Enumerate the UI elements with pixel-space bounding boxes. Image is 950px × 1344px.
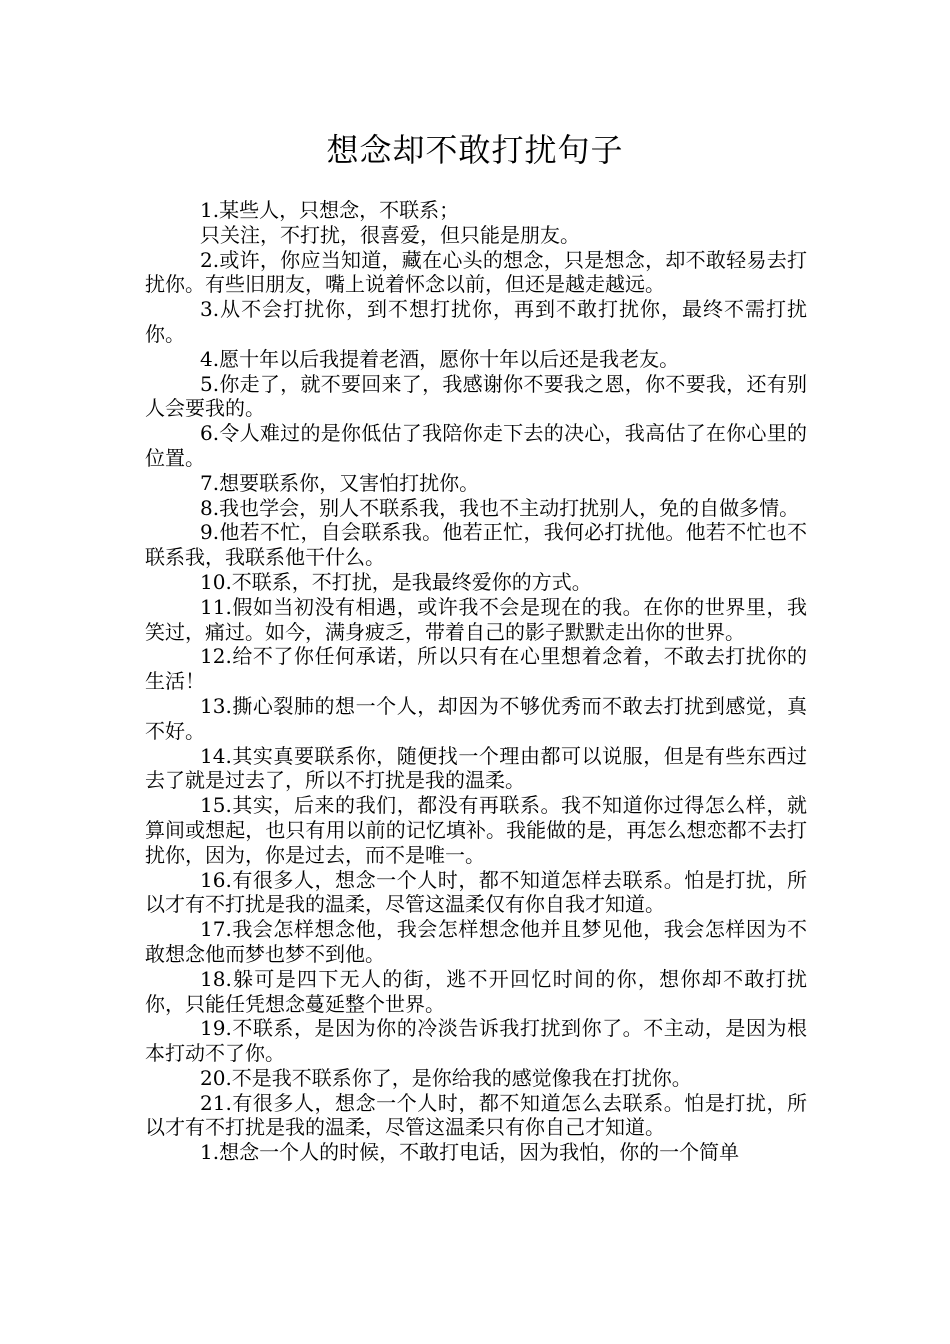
document-body — [145, 198, 807, 1165]
paragraph: 8.我也学会，别人不联系我，我也不主动打扰别人，免的自做多情。 — [200, 495, 800, 520]
paragraph: 只关注，不打扰，很喜爱，但只能是朋友。 — [200, 222, 580, 247]
paragraph: 15.其实，后来的我们，都没有再联系。我不知道你过得怎么样，就算间或想起，也只有用以前的记忆填补。我能做的是，再怎么想恋都不去打扰你，因为，你是过去，而不是唯一。 — [145, 793, 807, 867]
paragraph: 2.或许，你应当知道，藏在心头的想念，只是想念，却不敢轻易去打扰你。有些旧朋友，嘴上说着怀念以前，但还是越走越远。 — [145, 247, 807, 297]
paragraph: 20.不是我不联系你了，是你给我的感觉像我在打扰你。 — [200, 1065, 692, 1090]
paragraph: 21.有很多人，想念一个人时，都不知道怎么去联系。怕是打扰，所以才有不打扰是我的温柔，尽管这温柔只有你自己才知道。 — [145, 1090, 807, 1140]
document-title: 想念却不敢打扰句子 — [326, 131, 624, 169]
paragraph: 12.给不了你任何承诺，所以只有在心里想着念着，不敢去打扰你的生活！ — [145, 644, 807, 694]
paragraph: 9.他若不忙，自会联系我。他若正忙，我何必打扰他。他若不忙也不联系我，我联系他干什么。 — [145, 520, 807, 570]
paragraph: 4.愿十年以后我提着老酒，愿你十年以后还是我老友。 — [200, 346, 680, 371]
paragraph: 16.有很多人，想念一个人时，都不知道怎样去联系。怕是打扰，所以才有不打扰是我的温柔，尽管这温柔仅有你自我才知道。 — [145, 867, 807, 917]
paragraph: 7.想要联系你，又害怕打扰你。 — [200, 470, 480, 495]
paragraph: 3.从不会打扰你，到不想打扰你，再到不敢打扰你，最终不需打扰你。 — [145, 297, 807, 346]
paragraph: 6.令人难过的是你低估了我陪你走下去的决心，我高估了在你心里的位置。 — [145, 421, 807, 470]
paragraph: 11.假如当初没有相遇，或许我不会是现在的我。在你的世界里，我笑过，痛过。如今，满身疲乏，带着自己的影子默默走出你的世界。 — [145, 594, 807, 644]
paragraph: 17.我会怎样想念他，我会怎样想念他并且梦见他，我会怎样因为不敢想念他而梦也梦不到他。 — [145, 917, 807, 966]
paragraph: 19.不联系，是因为你的冷淡告诉我打扰到你了。不主动，是因为根本打动不了你。 — [145, 1016, 807, 1066]
paragraph: 10.不联系，不打扰，是我最终爱你的方式。 — [200, 569, 592, 594]
paragraph: 1.想念一个人的时候，不敢打电话，因为我怕，你的一个简单 — [200, 1140, 740, 1165]
paragraph: 5.你走了，就不要回来了，我感谢你不要我之恩，你不要我，还有别人会要我的。 — [145, 371, 807, 421]
paragraph: 1.某些人，只想念，不联系； — [200, 198, 460, 222]
paragraph: 13.撕心裂肺的想一个人，却因为不够优秀而不敢去打扰到感觉，真不好。 — [145, 693, 807, 743]
paragraph: 18.躲可是四下无人的街，逃不开回忆时间的你，想你却不敢打扰你，只能任凭想念蔓延整个世界。 — [145, 966, 807, 1016]
paragraph: 14.其实真要联系你，随便找一个理由都可以说服，但是有些东西过去了就是过去了，所以不打扰是我的温柔。 — [145, 743, 807, 793]
